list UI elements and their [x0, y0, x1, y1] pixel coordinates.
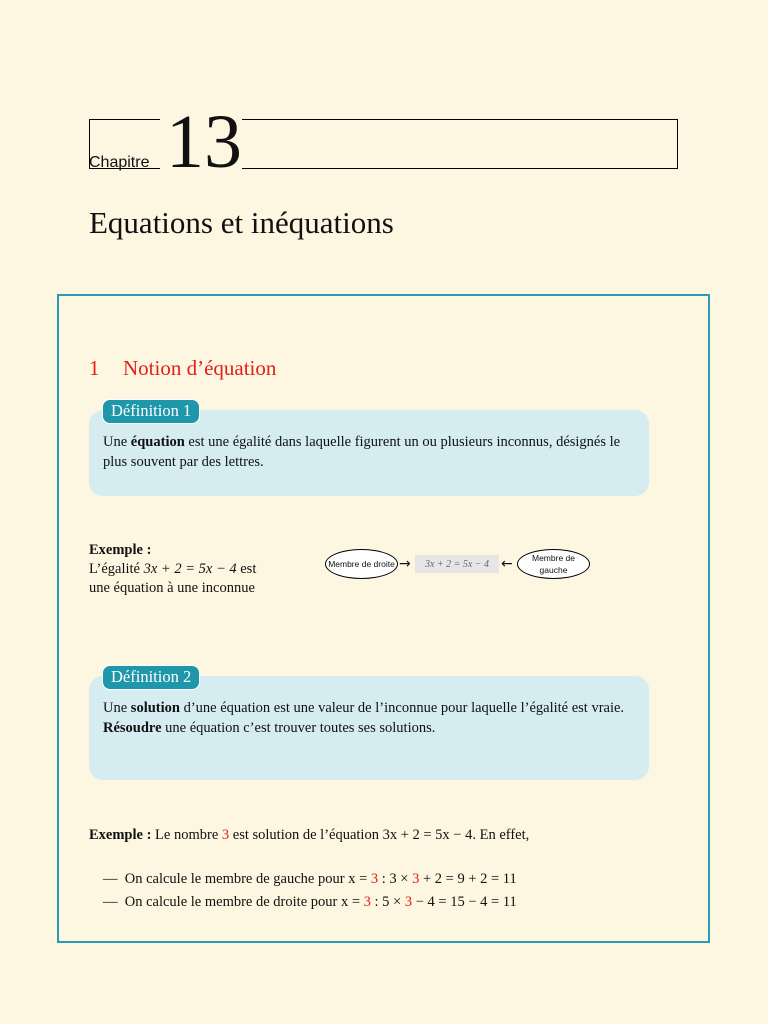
list-item-value-2: 3 — [404, 894, 413, 910]
definition-2-term: solution — [130, 700, 180, 716]
list-item-result: + 2 = 9 + 2 = 11 — [419, 871, 517, 887]
chapter-title: Equations et inéquations — [89, 205, 394, 240]
list-dash: — — [103, 894, 118, 910]
definition-2-text-pre: Une — [103, 700, 131, 716]
list-item-mid: : 3 × — [378, 871, 413, 887]
definition-2-box — [89, 676, 649, 780]
example-1-line-1-post: est — [236, 561, 257, 577]
right-member-ellipse: Membre de gauche — [517, 549, 590, 579]
list-item-value: 3 — [363, 894, 371, 910]
left-member-ellipse: Membre de droite — [325, 549, 398, 579]
example-2-pre: Le nombre — [151, 827, 222, 843]
section-title: Notion d’équation — [123, 356, 277, 380]
definition-1-term: équation — [130, 434, 185, 450]
list-item — [103, 870, 517, 889]
example-1-line-1-pre: L’égalité — [89, 561, 144, 577]
example-2-post: est solution de l’équation 3x + 2 = 5x − 4. En effet, — [229, 827, 530, 843]
definition-2-line-2 — [103, 718, 635, 738]
example-1-line-1 — [89, 560, 256, 579]
list-item-value: 3 — [370, 871, 379, 887]
chapter-number: 13 — [166, 100, 242, 184]
section-number: 1 — [89, 356, 100, 380]
list-item-text: On calcule le membre de gauche pour x = — [124, 871, 371, 887]
right-arrow-icon: → — [399, 556, 411, 572]
list-item-mid: : 5 × — [370, 894, 405, 910]
example-2-intro — [89, 826, 529, 845]
definition-1-text-post: est une égalité dans laquelle figurent un ou plusieurs inconnus, désignés le plus souvent par des lettres. — [103, 434, 621, 470]
example-2-number: 3 — [221, 827, 230, 843]
diagram-equation: 3x + 2 = 5x − 4 — [415, 555, 499, 573]
example-1-equation: 3x + 2 = 5x − 4 — [143, 561, 237, 577]
list-item-result: − 4 = 15 − 4 = 11 — [412, 894, 517, 910]
definition-2-text-2: une équation c’est trouver toutes ses solutions. — [161, 720, 436, 736]
example-1-line-2: une équation à une inconnue — [89, 580, 255, 596]
left-arrow-icon: ← — [501, 556, 513, 572]
list-item-value-2: 3 — [412, 871, 420, 887]
definition-1-tag: Définition 1 — [102, 399, 200, 424]
definition-2-text-post: d’une équation est une valeur de l’inconnue pour laquelle l’égalité est vraie. — [179, 700, 625, 716]
definition-2-tag: Définition 2 — [102, 665, 200, 690]
list-item-text: On calcule le membre de droite pour x = — [124, 894, 364, 910]
definition-2-term-2: Résoudre — [103, 720, 162, 736]
list-item — [103, 893, 517, 912]
definition-1-text-pre: Une — [103, 434, 131, 450]
chapter-label: Chapitre — [89, 154, 150, 171]
content-frame — [57, 294, 710, 943]
definition-2-line-1 — [103, 698, 635, 718]
example-1-label-text: Exemple : — [89, 542, 152, 558]
example-1-label — [89, 541, 151, 560]
example-2-label: Exemple : — [89, 827, 152, 843]
section-heading — [89, 356, 276, 381]
list-dash: — — [103, 871, 118, 887]
